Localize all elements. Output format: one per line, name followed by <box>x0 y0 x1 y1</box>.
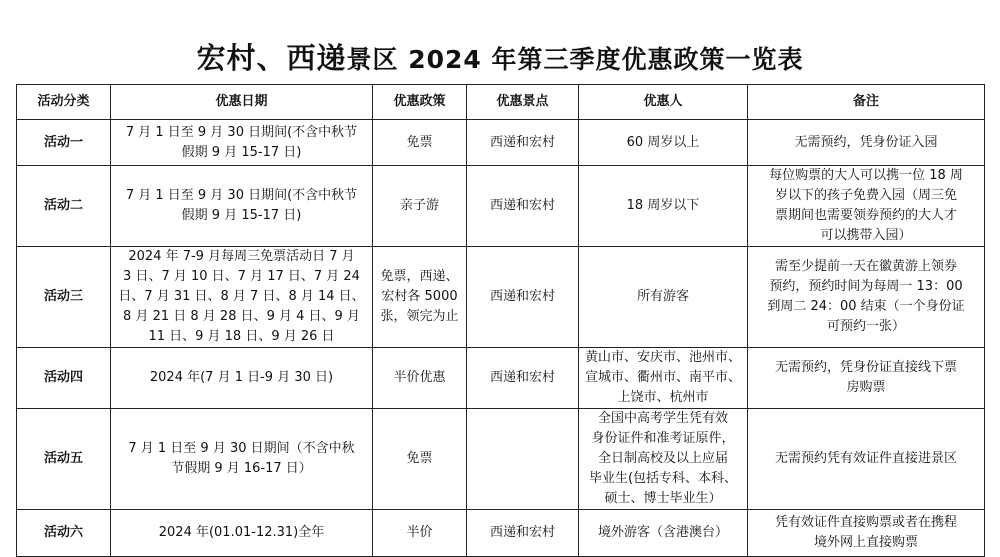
policy-cell-line: 免票，西递、 <box>380 269 459 284</box>
date-cell <box>111 348 373 409</box>
category-cell: 活动四 <box>17 348 111 409</box>
note-cell-line: 岁以下的孩子免费入园（周三免 <box>774 188 957 203</box>
note-cell-line: 票期间也需要领券预约的大人才 <box>774 208 957 223</box>
spot-cell: 西递和宏村 <box>467 247 579 348</box>
spot-cell: 西递和宏村 <box>467 348 579 409</box>
category-cell: 活动三 <box>17 247 111 348</box>
category-cell: 活动六 <box>17 510 111 557</box>
policy-cell <box>373 348 467 409</box>
people-cell <box>579 247 748 348</box>
note-cell-line: 房购票 <box>846 380 886 395</box>
date-cell <box>111 409 373 510</box>
note-cell-line: 每位购票的大人可以携一位 18 周 <box>769 168 963 183</box>
policy-cell <box>373 166 467 247</box>
date-cell <box>111 510 373 557</box>
date-cell-line: 日、7 月 31 日、8 月 7 日、8 月 14 日、 <box>118 289 365 304</box>
policy-cell-line: 免票 <box>406 134 433 150</box>
spot-cell: 西递和宏村 <box>467 166 579 247</box>
header-date: 优惠日期 <box>111 85 373 120</box>
date-cell-line: 8 月 21 日 8 月 28 日、9 月 4 日、9 月 <box>123 309 360 324</box>
spot-cell <box>467 409 579 510</box>
table-body <box>17 120 985 557</box>
date-cell <box>111 166 373 247</box>
policy-cell <box>373 510 467 557</box>
category-cell: 活动一 <box>17 120 111 166</box>
people-cell-line: 境外游客（含港澳台） <box>597 525 728 540</box>
note-cell <box>748 510 985 557</box>
note-cell <box>748 247 985 348</box>
note-cell-line: 无需预约凭有效证件直接进景区 <box>774 451 957 466</box>
people-cell <box>579 166 748 247</box>
people-cell-line: 全国中高考学生凭有效 <box>597 411 728 426</box>
policy-cell-line: 半价 <box>406 525 433 540</box>
people-cell-line: 身份证件和准考证原件， <box>591 431 735 446</box>
date-cell-line: 2024 年(01.01-12.31)全年 <box>158 525 325 540</box>
note-cell-line: 预约，预约时间为每周一 13：00 <box>769 279 963 294</box>
note-cell <box>748 166 985 247</box>
people-cell-line: 毕业生(包括专科、本科、 <box>588 471 738 486</box>
people-cell <box>579 409 748 510</box>
date-cell-line: 7 月 1 日至 9 月 30 日期间（不含中秋 <box>128 441 355 456</box>
title-part1: 宏村、西递 <box>196 41 347 75</box>
page-title <box>0 40 1000 78</box>
date-cell <box>111 120 373 166</box>
note-cell-line: 可以携带入园） <box>820 228 912 243</box>
note-cell-line: 无需预约，凭身份证直接线下票 <box>774 360 957 375</box>
header-policy: 优惠政策 <box>373 85 467 120</box>
note-cell <box>748 348 985 409</box>
policy-cell-line: 宏村各 5000 <box>381 289 458 304</box>
title-part2: 景区 2024 年第三季度优惠政策一览表 <box>346 45 804 74</box>
people-cell-line: 60 周岁以上 <box>626 134 700 150</box>
category-cell: 活动五 <box>17 409 111 510</box>
people-cell <box>579 120 748 166</box>
people-cell-line: 硕士、博士毕业生） <box>604 491 722 506</box>
date-cell-line: 7 月 1 日至 9 月 30 日期间(不含中秋节 <box>125 124 358 140</box>
note-cell <box>748 409 985 510</box>
people-cell-line: 黄山市、安庆市、池州市、 <box>584 350 741 365</box>
date-cell-line: 2024 年 7-9 月每周三免票活动日 7 月 <box>128 249 355 264</box>
note-cell-line: 凭有效证件直接购票或者在携程 <box>774 515 957 530</box>
note-cell-line: 无需预约，凭身份证入园 <box>794 134 938 150</box>
spot-cell: 西递和宏村 <box>467 510 579 557</box>
note-cell-line: 到周二 24：00 结束（一个身份证 <box>767 299 965 314</box>
category-cell: 活动二 <box>17 166 111 247</box>
table-row <box>17 409 985 510</box>
note-cell <box>748 120 985 166</box>
header-category: 活动分类 <box>17 85 111 120</box>
note-cell-line: 需至少提前一天在徽黄游上领券 <box>774 259 957 274</box>
policy-cell-line: 半价优惠 <box>393 370 446 385</box>
people-cell-line: 宣城市、衢州市、南平市、 <box>584 370 741 385</box>
people-cell-line: 全日制高校及以上应届 <box>597 451 728 466</box>
table-row <box>17 247 985 348</box>
date-cell-line: 11 日、9 月 18 日、9 月 26 日 <box>148 329 335 344</box>
policy-table <box>16 84 985 557</box>
table-row <box>17 348 985 409</box>
date-cell-line: 节假期 9 月 16-17 日） <box>171 461 312 476</box>
people-cell <box>579 348 748 409</box>
policy-cell-line: 张，领完为止 <box>380 309 459 324</box>
date-cell-line: 3 日、7 月 10 日、7 月 17 日、7 月 24 <box>123 269 360 284</box>
header-people: 优惠人 <box>579 85 748 120</box>
table-row <box>17 510 985 557</box>
policy-cell <box>373 120 467 166</box>
date-cell-line: 假期 9 月 15-17 日) <box>181 144 302 160</box>
table-row <box>17 166 985 247</box>
policy-cell-line: 免票 <box>406 451 433 466</box>
date-cell-line: 假期 9 月 15-17 日) <box>181 208 302 223</box>
people-cell <box>579 510 748 557</box>
note-cell-line: 境外网上直接购票 <box>813 535 918 550</box>
policy-cell-line: 亲子游 <box>399 198 439 213</box>
policy-cell <box>373 247 467 348</box>
date-cell-line: 7 月 1 日至 9 月 30 日期间(不含中秋节 <box>125 188 358 203</box>
date-cell <box>111 247 373 348</box>
people-cell-line: 上饶市、杭州市 <box>617 390 709 405</box>
people-cell-line: 所有游客 <box>636 289 689 304</box>
note-cell-line: 可预约一张） <box>826 319 905 334</box>
table-row <box>17 120 985 166</box>
policy-cell <box>373 409 467 510</box>
people-cell-line: 18 周岁以下 <box>626 198 700 213</box>
date-cell-line: 2024 年(7 月 1 日-9 月 30 日) <box>149 370 334 385</box>
spot-cell: 西递和宏村 <box>467 120 579 166</box>
header-row <box>17 85 985 120</box>
header-note: 备注 <box>748 85 985 120</box>
header-spot: 优惠景点 <box>467 85 579 120</box>
